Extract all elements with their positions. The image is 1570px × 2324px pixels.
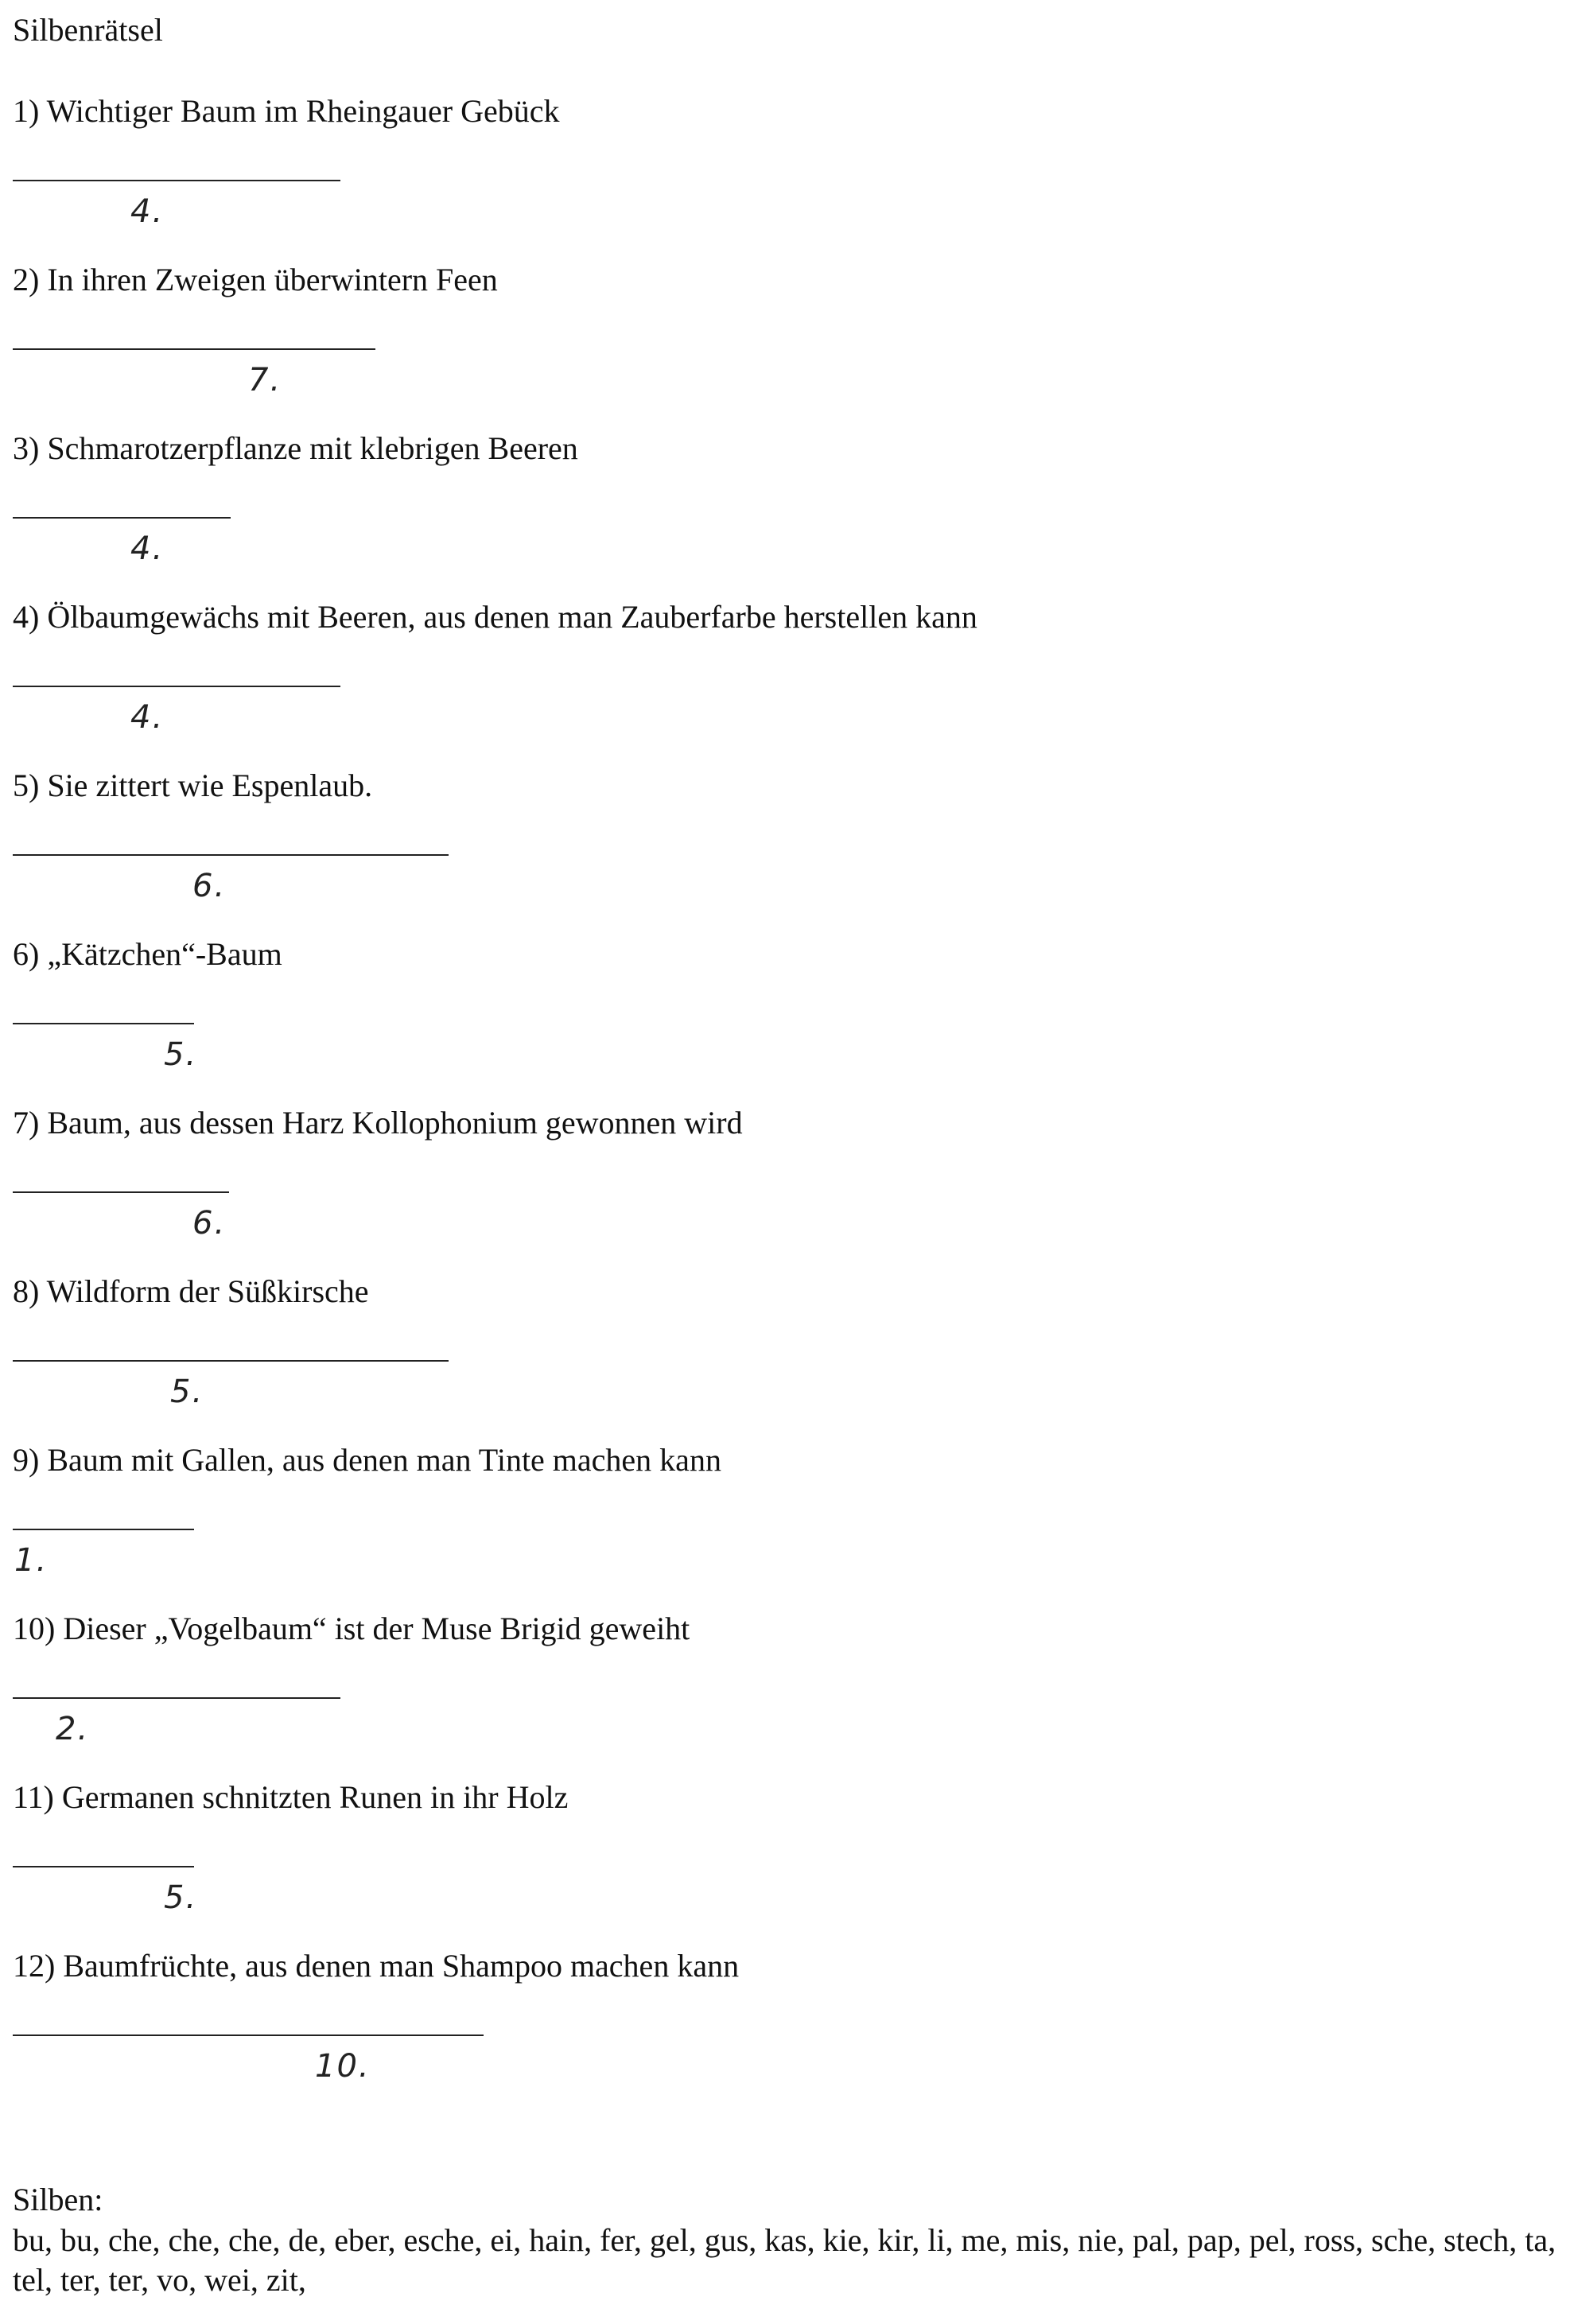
answer-line[interactable] <box>13 1529 194 1530</box>
answer-line[interactable] <box>13 1191 229 1193</box>
question-text: 6) „Kätzchen“-Baum <box>13 936 282 972</box>
riddle-item-9 <box>0 1441 1570 1610</box>
syllable-count-hint: 10. <box>315 2048 371 2085</box>
question-text: 11) Germanen schnitzten Runen in ihr Holz <box>13 1779 569 1815</box>
answer-line[interactable] <box>13 1360 449 1362</box>
riddle-item-5 <box>0 767 1570 935</box>
syllable-count-hint: 5. <box>170 1374 204 1410</box>
answer-line[interactable] <box>13 1866 194 1867</box>
page-title: Silbenrätsel <box>13 12 163 48</box>
question-text: 10) Dieser „Vogelbaum“ ist der Muse Brigid geweiht <box>13 1611 690 1646</box>
syllable-count-hint: 5. <box>164 1036 198 1073</box>
syllables-label: Silben: <box>13 2182 103 2217</box>
question-text: 5) Sie zittert wie Espenlaub. <box>13 768 373 803</box>
riddle-item-4 <box>0 598 1570 767</box>
answer-line[interactable] <box>13 686 340 687</box>
riddle-item-11 <box>0 1778 1570 1947</box>
answer-line[interactable] <box>13 180 340 181</box>
syllable-count-hint: 4. <box>130 193 165 230</box>
question-text: 7) Baum, aus dessen Harz Kollophonium gewonnen wird <box>13 1105 743 1141</box>
syllable-count-hint: 7. <box>248 362 282 398</box>
syllable-count-hint: 6. <box>192 1205 227 1242</box>
syllables-list: bu, bu, che, che, che, de, eber, esche, ei, hain, fer, gel, gus, kas, kie, kir, li, me, mis, nie, pal, pap, pel, ross, sche, stech, ta, tel, ter, ter, vo, wei, zit, <box>13 2222 1556 2298</box>
riddle-item-1 <box>0 92 1570 261</box>
riddle-item-8 <box>0 1273 1570 1441</box>
answer-line[interactable] <box>13 854 449 856</box>
question-text: 4) Ölbaumgewächs mit Beeren, aus denen man Zauberfarbe herstellen kann <box>13 599 977 635</box>
answer-line[interactable] <box>13 1023 194 1024</box>
question-text: 1) Wichtiger Baum im Rheingauer Gebück <box>13 93 560 129</box>
question-text: 8) Wildform der Süßkirsche <box>13 1273 369 1309</box>
question-text: 9) Baum mit Gallen, aus denen man Tinte machen kann <box>13 1442 721 1478</box>
riddle-item-2 <box>0 261 1570 429</box>
riddle-item-3 <box>0 429 1570 598</box>
syllable-count-hint: 6. <box>192 868 227 904</box>
syllable-count-hint: 2. <box>56 1711 90 1747</box>
question-text: 12) Baumfrüchte, aus denen man Shampoo machen kann <box>13 1948 740 1984</box>
answer-line[interactable] <box>13 348 375 350</box>
syllable-count-hint: 4. <box>130 699 165 736</box>
syllable-count-hint: 1. <box>14 1542 49 1579</box>
syllable-count-hint: 5. <box>164 1879 198 1916</box>
question-text: 2) In ihren Zweigen überwintern Feen <box>13 262 498 297</box>
riddle-item-12 <box>0 1947 1570 2116</box>
riddle-item-7 <box>0 1104 1570 1273</box>
answer-line[interactable] <box>13 517 231 519</box>
syllable-count-hint: 4. <box>130 530 165 567</box>
answer-line[interactable] <box>13 1697 340 1699</box>
question-text: 3) Schmarotzerpflanze mit klebrigen Beeren <box>13 430 578 466</box>
answer-line[interactable] <box>13 2034 484 2036</box>
riddle-item-6 <box>0 935 1570 1104</box>
riddle-item-10 <box>0 1610 1570 1778</box>
